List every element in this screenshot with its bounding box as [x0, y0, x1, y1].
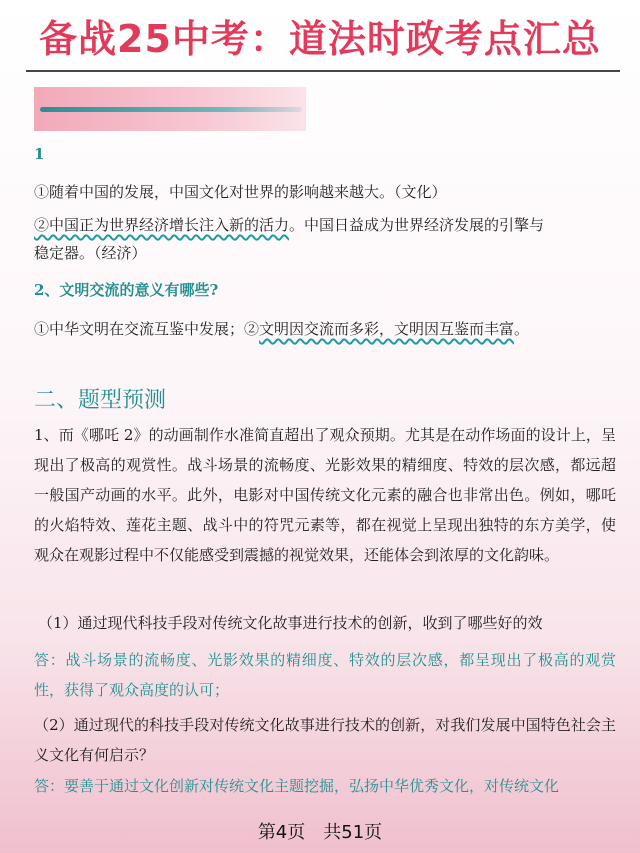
item-2-answer-end: 。 — [514, 320, 530, 338]
item-1-number: 1 — [34, 145, 45, 163]
item-1-line-2 — [34, 212, 544, 238]
item-2-question: 2、文明交流的意义有哪些? — [34, 281, 219, 299]
page-total: 共51页 — [323, 822, 383, 843]
item-2-answer-start: ①中华文明在交流互鉴中发展；② — [34, 320, 260, 338]
page-number: 第4页 — [257, 822, 306, 843]
answer-1: 答：战斗场景的流畅度、光影效果的精细度、特效的层次感，都呈现出了极高的观赏性，获得了观众高度的认可； — [34, 651, 616, 699]
question-1: （1）通过现代科技手段对传统文化故事进行技术的创新，收到了哪些好的效 — [38, 614, 543, 632]
section-heading: 二、题型预测 — [34, 388, 167, 413]
page-title: 备战25中考：道法时政考点汇总 — [39, 17, 601, 61]
item-2-highlight: 文明因交流而多彩，文明因互鉴而丰富 — [259, 320, 515, 338]
answer-2: 答：要善于通过文化创新对传统文化主题挖掘，弘扬中华优秀文化，对传统文化 — [34, 777, 560, 795]
item-2-answer — [34, 316, 529, 342]
title-divider — [26, 70, 620, 72]
item-1-line-1: ①随着中国的发展，中国文化对世界的影响越来越大。（文化） — [34, 183, 447, 201]
item-1-line-3: 稳定器。（经济） — [34, 244, 147, 262]
item-1-highlight: ②中国正为世界经济增长注入新的活力 — [34, 216, 290, 234]
page-footer — [0, 818, 640, 844]
question-paragraph: 1、而《哪吒 2》的动画制作水准简直超出了观众预期。尤其是在动作场面的设计上，呈现出了极高的观赏性。战斗场景的流畅度、光影效果的精细度、特效的层次感，都远超一般国产动画的水平。此外，电影对中国传统文化元素的融合也非常出色。例如，哪吒的火焰特效、莲花主题、战斗中的符咒元素等，都在视觉上呈现出独特的东方美学，使观众在观影过程中不仅能感受到震撼的视觉效果，还能体会到浓厚的文化韵味。 — [34, 426, 616, 564]
banner-accent-bar — [40, 107, 302, 112]
item-1-line-2-rest: 。中国日益成为世界经济发展的引擎与 — [289, 216, 545, 234]
section-banner — [34, 87, 306, 131]
question-2: （2）通过现代的科技手段对传统文化故事进行技术的创新，对我们发展中国特色社会主义文化有何启示？ — [34, 716, 616, 764]
